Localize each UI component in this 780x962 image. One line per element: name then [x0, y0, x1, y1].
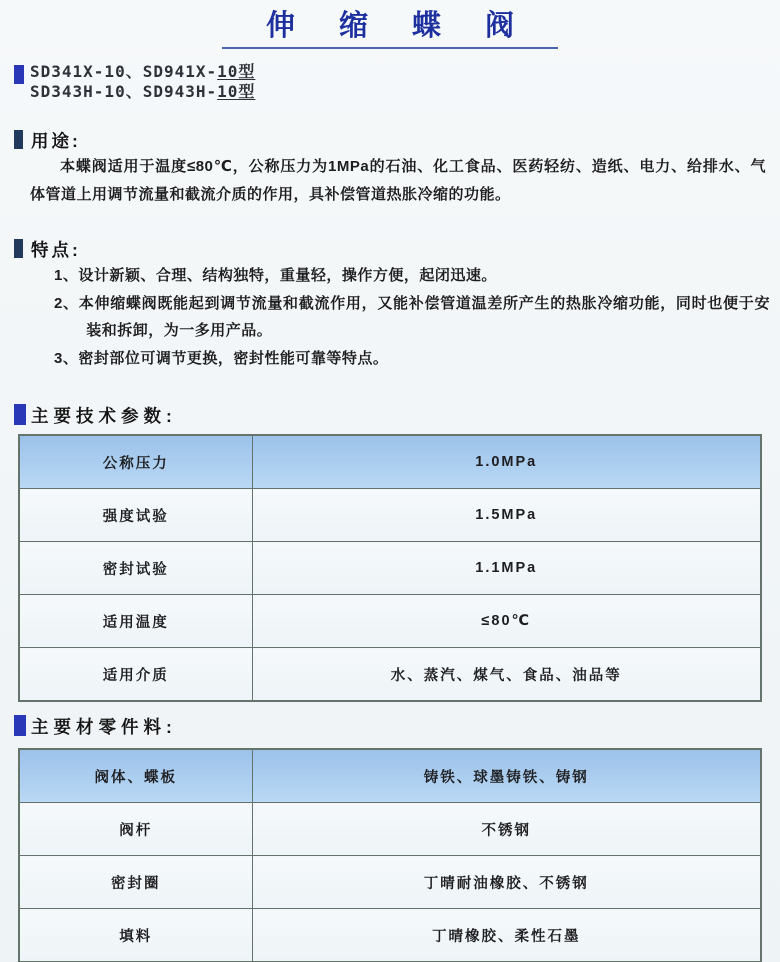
- part-material-cell: 不锈钢: [252, 803, 761, 856]
- part-name-cell: 填料: [19, 909, 252, 962]
- part-material-cell: 铸铁、球墨铸铁、铸钢: [252, 749, 761, 803]
- part-material-cell: 丁晴耐油橡胶、不锈钢: [252, 856, 761, 909]
- param-name-cell: 强度试验: [19, 489, 252, 542]
- materials-table: [18, 748, 762, 962]
- model-line-2-suffix: 10型: [217, 82, 256, 101]
- table-row: [19, 803, 761, 856]
- blue-square-bullet: [14, 715, 26, 736]
- table-row: [19, 909, 761, 962]
- param-name-cell: 公称压力: [19, 435, 252, 489]
- table-row: [19, 595, 761, 648]
- table-row: [19, 435, 761, 489]
- part-material-cell: 丁晴橡胶、柔性石墨: [252, 909, 761, 962]
- navy-square-bullet: [14, 130, 23, 149]
- model-line-1: SD341X-10、SD941X-10型: [30, 62, 256, 81]
- blue-square-bullet: [14, 65, 24, 84]
- param-name-cell: 密封试验: [19, 542, 252, 595]
- table-row: [19, 856, 761, 909]
- blue-square-bullet: [14, 404, 26, 425]
- model-line-2: SD343H-10、SD943H-10型: [30, 82, 256, 101]
- param-name-cell: 适用介质: [19, 648, 252, 702]
- param-value-cell: 1.5MPa: [252, 489, 761, 542]
- part-name-cell: 阀杆: [19, 803, 252, 856]
- model-codes: [30, 62, 255, 102]
- feature-item: 1、设计新颖、合理、结构独特，重量轻，操作方便，起闭迅速。: [54, 267, 497, 284]
- table-row: [19, 542, 761, 595]
- param-name-cell: 适用温度: [19, 595, 252, 648]
- param-value-cell: 1.1MPa: [252, 542, 761, 595]
- table-row: [19, 489, 761, 542]
- part-name-cell: 阀体、蝶板: [19, 749, 252, 803]
- title-block: [0, 8, 780, 49]
- part-name-cell: 密封圈: [19, 856, 252, 909]
- feature-item: 3、密封部位可调节更换，密封性能可靠等特点。: [54, 350, 389, 367]
- table-row: [19, 749, 761, 803]
- tech-params-table: [18, 434, 762, 702]
- section-usage-heading: 用途:: [31, 131, 81, 151]
- usage-paragraph: 本蝶阀适用于温度≤80℃，公称压力为1MPa的石油、化工食品、医药轻纺、造纸、电力、给排水、气体管道上用调节流量和截流介质的作用，具补偿管道热胀冷缩的功能。: [30, 158, 766, 203]
- section-features-heading: 特点:: [31, 240, 81, 260]
- param-value-cell: 水、蒸汽、煤气、食品、油品等: [252, 648, 761, 702]
- navy-square-bullet: [14, 239, 23, 258]
- model-line-1-suffix: 10型: [217, 62, 256, 81]
- section-materials-heading: 主要材零件料:: [31, 717, 177, 737]
- param-value-cell: ≤80℃: [252, 595, 761, 648]
- section-tech-heading: 主要技术参数:: [31, 406, 177, 426]
- table-row: [19, 648, 761, 702]
- page-title: 伸缩蝶阀: [222, 8, 558, 49]
- param-value-cell: 1.0MPa: [252, 435, 761, 489]
- feature-item: 2、本伸缩蝶阀既能起到调节流量和截流作用，又能补偿管道温差所产生的热胀冷缩功能，同时也便于安装和拆卸，为一多用产品。: [54, 295, 770, 339]
- features-list: [54, 262, 770, 373]
